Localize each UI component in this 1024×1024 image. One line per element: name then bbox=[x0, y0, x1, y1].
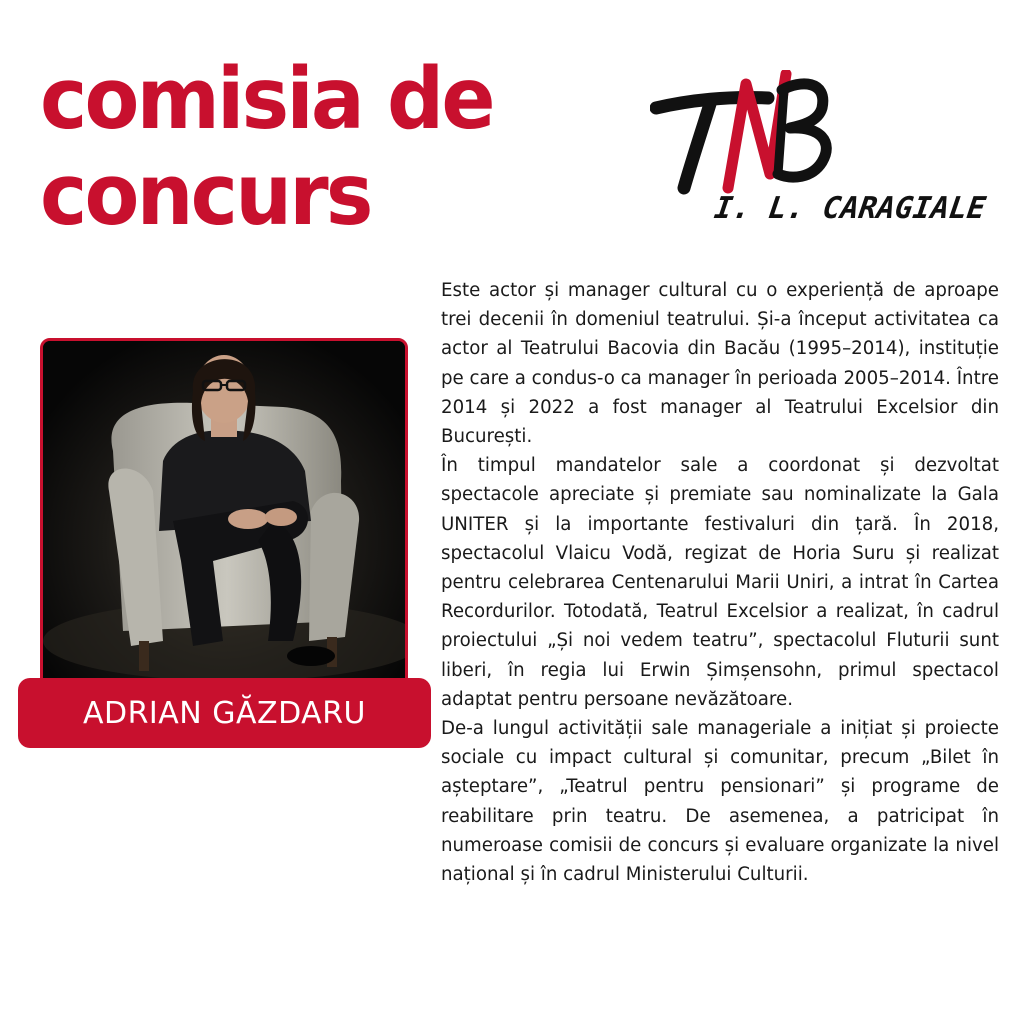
logo-subtitle: I. L. CARAGIALE bbox=[712, 191, 988, 226]
name-banner bbox=[18, 678, 431, 748]
title-line-2: concurs bbox=[40, 146, 371, 245]
page-title bbox=[40, 52, 493, 244]
person-name: ADRIAN GĂZDARU bbox=[82, 695, 367, 731]
tnb-logo bbox=[650, 70, 990, 230]
biography bbox=[441, 276, 999, 889]
bio-paragraph: Este actor și manager cultural cu o experiență de aproape trei decenii în domeniul teatrului. Și-a început activitatea ca actor al Teatrului Bacovia din Bacău (1995–2014), instituție pe care a condus-o ca manager în perioada 2005–2014. Între 2014 și 2022 a fost manager al Teatrului Excelsior din București. bbox=[441, 280, 999, 448]
bio-paragraph: De-a lungul activității sale manageriale a inițiat și proiecte sociale cu impact cultural și comunitar, precum „Bilet în așteptare”, „Teatrul pentru pensionari” și programe de reabilitare prin teatru. De asemenea, a patricipat în numeroase comisii de concurs și evaluare organizate la nivel național și în cadrul Ministerului Culturii. bbox=[441, 718, 999, 886]
bio-paragraph: În timpul mandatelor sale a coordonat și dezvoltat spectacole apreciate și premiate sau nominalizate la Gala UNITER și la importante festivaluri din țară. În 2018, spectacolul Vlaicu Vodă, regizat de Horia Suru și realizat pentru celebrarea Centenarului Marii Uniri, a intrat în Cartea Recordurilor. Totodată, Teatrul Excelsior a realizat, în cadrul proiectului „Și noi vedem teatru”, spectacolul Fluturii sunt liberi, în regia lui Erwin Șimșensohn, primul spectacol adaptat pentru persoane nevăzătoare. bbox=[441, 455, 999, 710]
title-line-1: comisia de bbox=[40, 50, 493, 149]
portrait-photo-icon bbox=[43, 341, 407, 707]
profile-photo bbox=[40, 338, 408, 708]
tnb-logo-icon bbox=[650, 70, 990, 230]
